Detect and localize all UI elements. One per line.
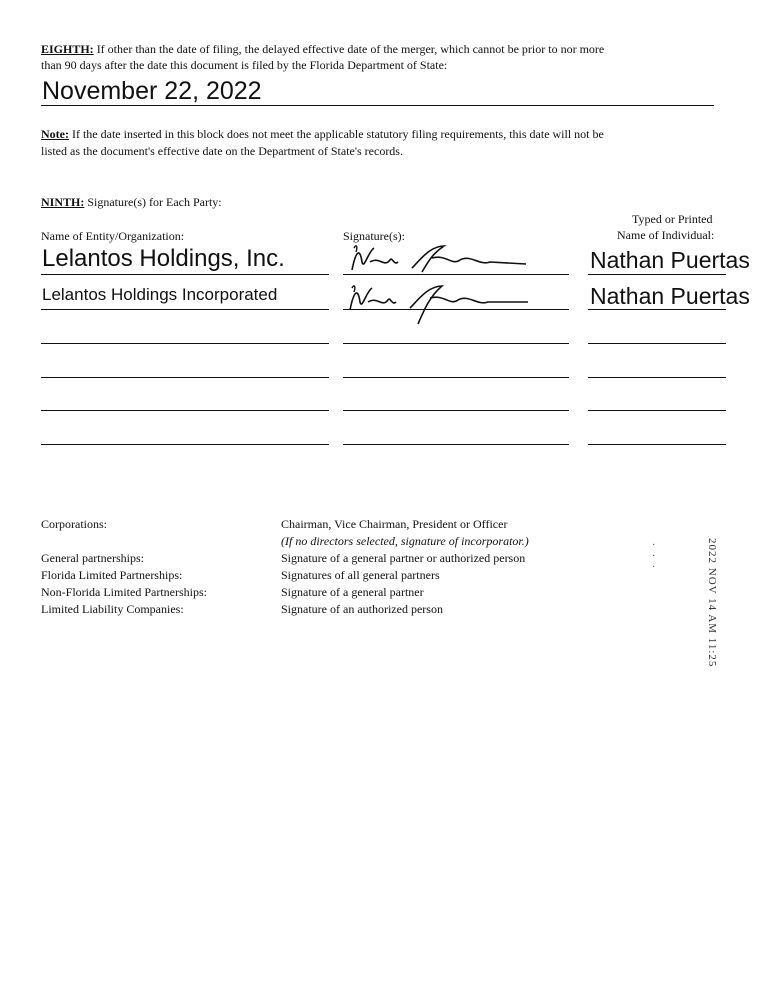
eighth-line2: than 90 days after the date this document is filed by the Florida Department of State: <box>41 58 448 72</box>
col-typed-header-2: Name of Individual: <box>617 228 715 242</box>
ninth-heading <box>41 195 222 209</box>
individual-name-2: Nathan Puertas <box>590 283 750 309</box>
note-label: Note: <box>41 127 69 141</box>
row4-name-line <box>588 377 726 378</box>
note-paragraph <box>41 127 725 141</box>
row5-signature-line <box>343 410 569 411</box>
row4-entity-line <box>41 377 329 378</box>
effective-date: November 22, 2022 <box>42 77 262 105</box>
legend-corporations: Corporations: <box>41 517 107 531</box>
row2-name-line <box>588 309 726 310</box>
ninth-label: NINTH: <box>41 195 85 209</box>
legend-gp: General partnerships: <box>41 551 144 565</box>
note-line1: If the date inserted in this block does not meet the applicable statutory filing requirements, this date will not be <box>71 127 604 141</box>
legend-llc-desc: Signature of an authorized person <box>281 602 443 616</box>
stamp-dots: · · · <box>652 540 656 573</box>
row1-name-line <box>588 274 726 275</box>
row1-entity-line <box>41 274 329 275</box>
signature-image-2 <box>338 280 538 330</box>
filing-stamp: 2022 NOV 14 AM 11:25 <box>706 538 718 668</box>
legend-flp-desc: Signatures of all general partners <box>281 568 440 582</box>
legend-gp-desc: Signature of a general partner or authorized person <box>281 551 526 565</box>
entity-name-2: Lelantos Holdings Incorporated <box>42 285 278 304</box>
row5-entity-line <box>41 410 329 411</box>
row3-entity-line <box>41 343 329 344</box>
row6-name-line <box>588 444 726 445</box>
row4-signature-line <box>343 377 569 378</box>
legend-nflp-desc: Signature of a general partner <box>281 585 424 599</box>
row1-signature-line <box>343 274 569 275</box>
legend-corporations-note: (If no directors selected, signature of incorporator.) <box>281 534 529 548</box>
entity-name-1: Lelantos Holdings, Inc. <box>42 245 285 272</box>
eighth-label: EIGHTH: <box>41 42 94 56</box>
legend-llc: Limited Liability Companies: <box>41 602 184 616</box>
eighth-paragraph <box>41 42 725 56</box>
col-entity-header: Name of Entity/Organization: <box>41 229 185 243</box>
row5-name-line <box>588 410 726 411</box>
row3-name-line <box>588 343 726 344</box>
row3-signature-line <box>343 343 569 344</box>
row6-signature-line <box>343 444 569 445</box>
date-underline <box>41 105 714 106</box>
col-typed-header-1: Typed or Printed <box>632 212 713 226</box>
row2-signature-line <box>343 309 569 310</box>
legend-nflp: Non-Florida Limited Partnerships: <box>41 585 207 599</box>
row6-entity-line <box>41 444 329 445</box>
legend-corporations-desc: Chairman, Vice Chairman, President or Officer <box>281 517 508 531</box>
individual-name-1: Nathan Puertas <box>590 247 750 273</box>
col-signature-header: Signature(s): <box>343 229 405 243</box>
legend-flp: Florida Limited Partnerships: <box>41 568 183 582</box>
eighth-line1: If other than the date of filing, the delayed effective date of the merger, which cannot be prior to nor more <box>96 42 605 56</box>
ninth-text: Signature(s) for Each Party: <box>87 195 222 209</box>
row2-entity-line <box>41 309 329 310</box>
note-line2: listed as the document's effective date on the Department of State's records. <box>41 144 403 158</box>
